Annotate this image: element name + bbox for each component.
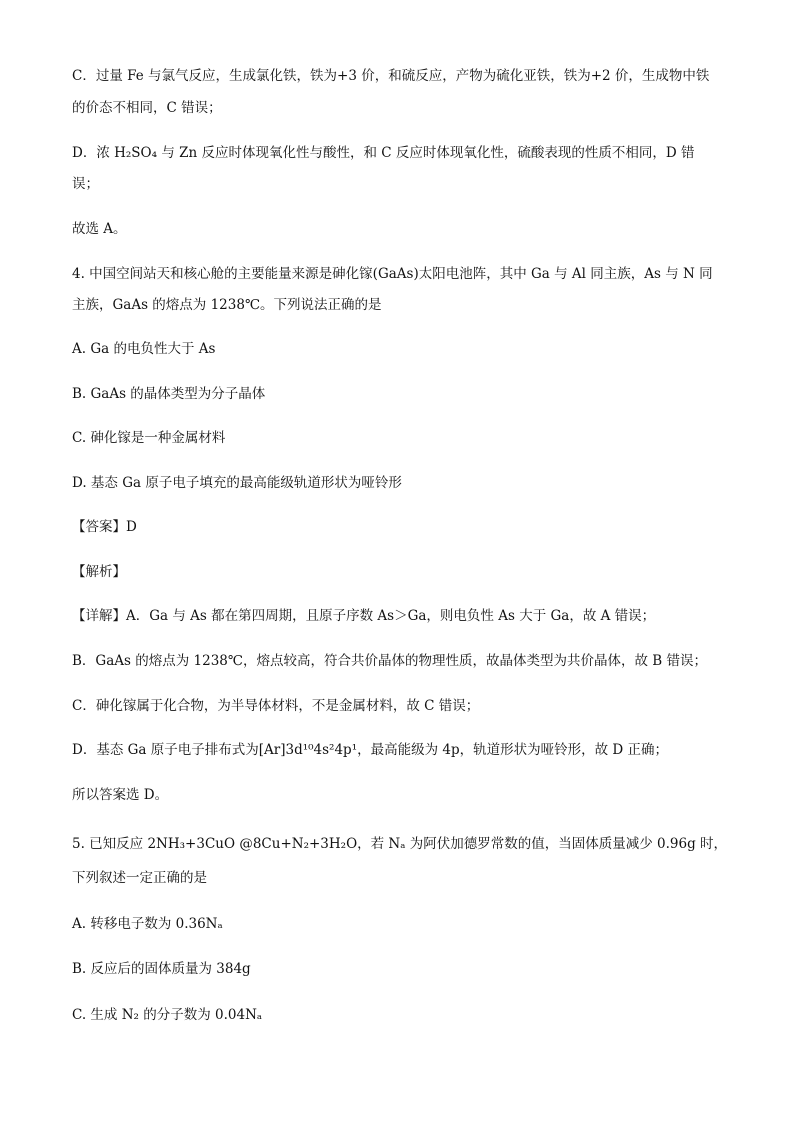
option-c: C. 砷化镓是一种金属材料	[72, 430, 226, 446]
question-5-stem: 下列叙述一定正确的是	[72, 870, 207, 886]
text-line: C．过量 Fe 与氯气反应，生成氯化铁，铁为+3 价，和硫反应，产物为硫化亚铁，铁为+2 价，生成物中铁	[72, 68, 710, 84]
explanation-line: 所以答案选 D。	[72, 787, 169, 803]
option-b: B. 反应后的固体质量为 384g	[72, 961, 251, 977]
explanation-line: B．GaAs 的熔点为 1238℃，熔点较高，符合共价晶体的物理性质，故晶体类型为共价晶体，故 B 错误；	[72, 653, 707, 669]
explanation-line: C．砷化镓属于化合物，为半导体材料，不是金属材料，故 C 错误；	[72, 698, 480, 714]
text-line: 的价态不相同，C 错误；	[72, 100, 222, 116]
answer-label: 【答案】D	[72, 519, 137, 535]
option-c: C. 生成 N₂ 的分子数为 0.04Nₐ	[72, 1007, 263, 1023]
question-5-stem: 5. 已知反应 2NH₃+3CuO @8Cu+N₂+3H₂O，若 Nₐ 为阿伏加德罗常数的值，当固体质量减少 0.96g 时，	[72, 836, 728, 852]
text-line: 误；	[72, 176, 99, 192]
option-d: D. 基态 Ga 原子电子填充的最高能级轨道形状为哑铃形	[72, 475, 402, 491]
option-b: B. GaAs 的晶体类型为分子晶体	[72, 386, 266, 402]
text-line: D．浓 H₂SO₄ 与 Zn 反应时体现氧化性与酸性，和 C 反应时体现氧化性，硫酸表现的性质不相同，D 错	[72, 145, 695, 161]
explanation-line: 【详解】A．Ga 与 As 都在第四周期，且原子序数 As＞Ga，则电负性 As 大于 Ga，故 A 错误；	[72, 608, 656, 624]
option-a: A. 转移电子数为 0.36Nₐ	[72, 916, 223, 932]
analysis-label: 【解析】	[72, 564, 126, 580]
explanation-line: D．基态 Ga 原子电子排布式为[Ar]3d¹⁰4s²4p¹，最高能级为 4p，轨道形状为哑铃形，故 D 正确；	[72, 742, 669, 758]
question-4-stem: 主族，GaAs 的熔点为 1238℃。下列说法正确的是	[72, 297, 382, 313]
text-line: 故选 A。	[72, 221, 127, 237]
option-a: A. Ga 的电负性大于 As	[72, 341, 216, 357]
question-4-stem: 4. 中国空间站天和核心舱的主要能量来源是砷化镓(GaAs)太阳电池阵，其中 Ga 与 Al 同主族，As 与 N 同	[72, 266, 713, 282]
